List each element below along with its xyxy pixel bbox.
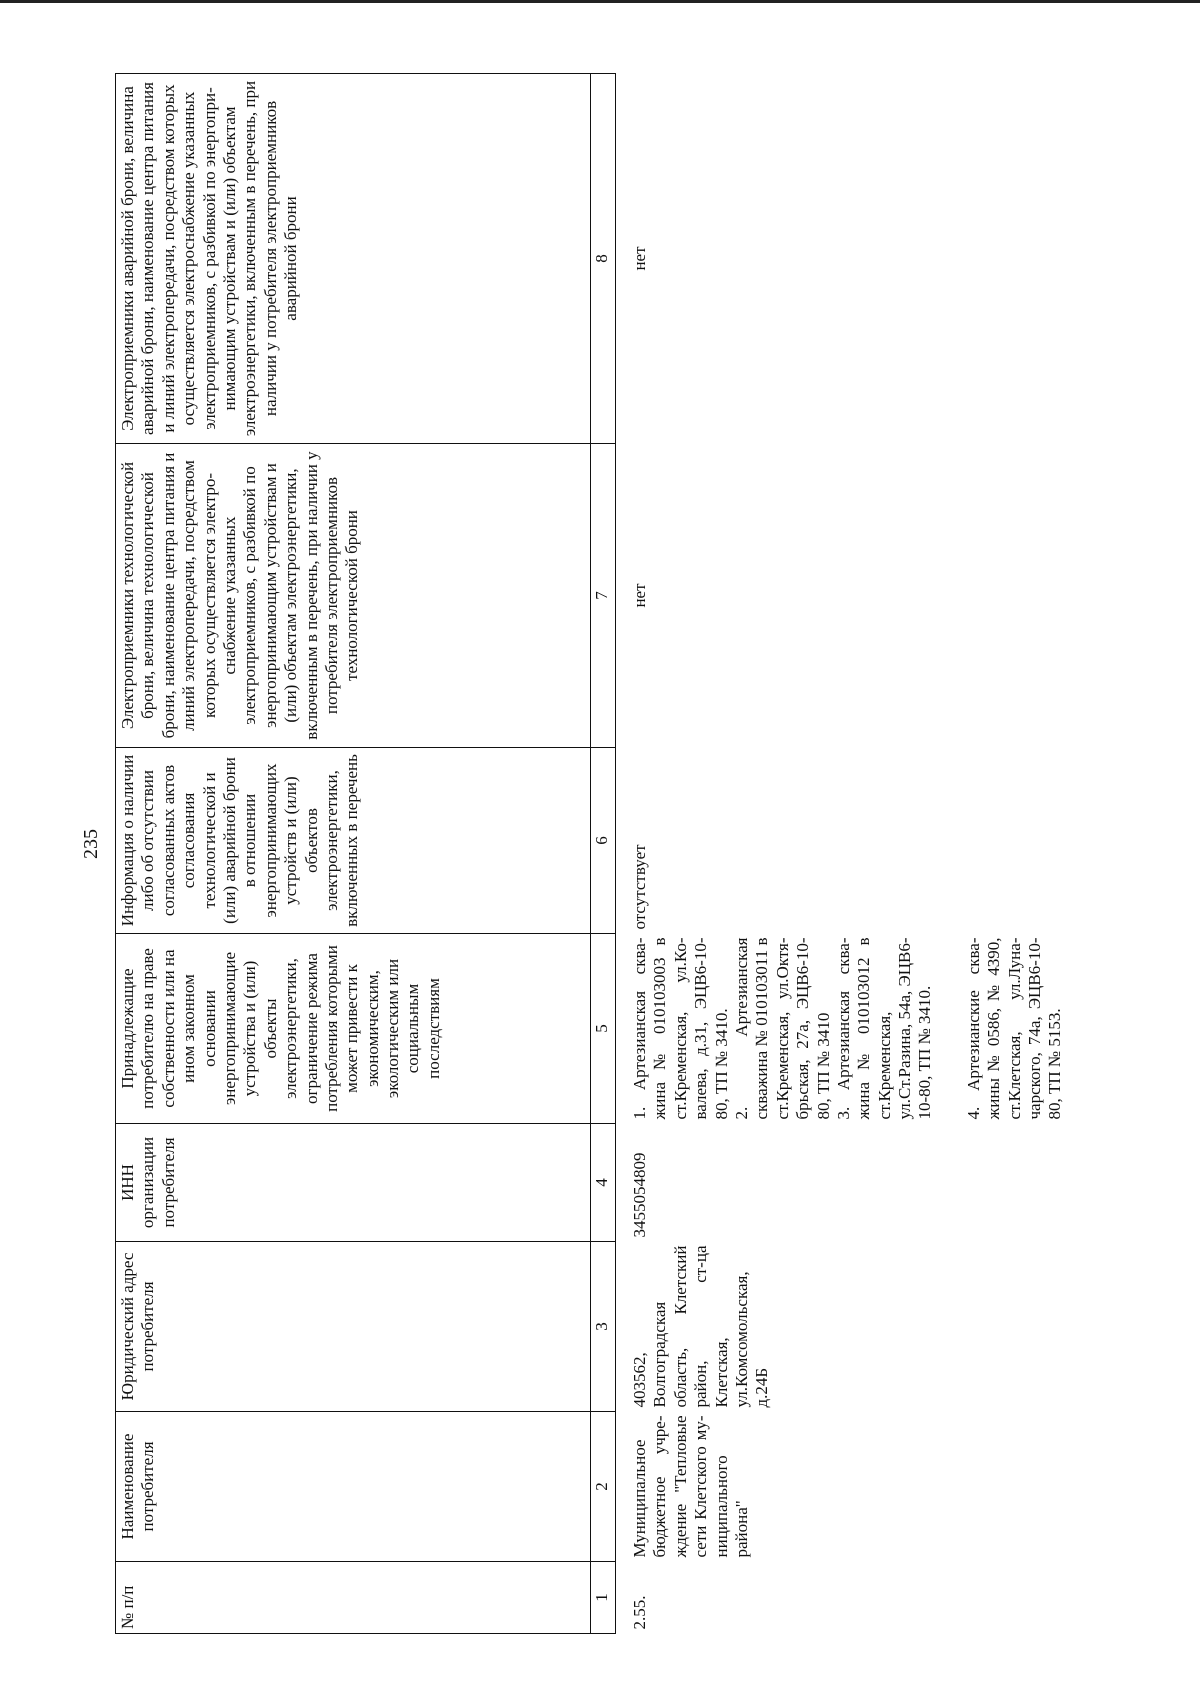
page-number: 235 xyxy=(80,829,102,859)
device-item: 3. Артезианская скважина № 010103012 в ст.Кременская, ул.Ст.Разина, 54а, ЭЦВ6-10-80, ТП № 3410. xyxy=(833,937,935,1120)
column-number: 4 xyxy=(591,1124,616,1242)
consumer-name: Муниципальное бюджетное учреждение "Тепловые сети Клетского муниципального района" xyxy=(630,1415,751,1558)
header-col-devices: Принадлежащие потребителю на праве собственности или на ином законном основании энергопринимающие устройства и (или) объекты электроэнергетики, ограничение режима потребления которыми может привести к экономическим, экологическим или социальным последствиям xyxy=(116,934,591,1124)
device-item: 2. Артезианская скважина № 010103011 в ст.Кременская, ул.Октябрьская, 27а, ЭЦВ6-10-80, ТП № 3410 xyxy=(731,937,833,1120)
header-col-address: Юридический адрес потребителя xyxy=(116,1242,591,1412)
header-row xyxy=(116,74,591,1634)
column-number: 8 xyxy=(591,74,616,444)
devices-cell xyxy=(616,934,1068,1124)
column-number-row xyxy=(591,74,616,1634)
header-col-number: № п/п xyxy=(116,1562,591,1634)
header-col-emergency-reserve: Электроприемники аварийной брони, величина аварийной брони, наименование центра питания и линий электропередачи, посредством которых осуществляется электроснабжение указанных электроприемников, с разбивкой по энергопринимающим устройствам и (или) объектам электроэнергетики, включенным в перечень, при наличии у потребителя электроприемников аварийной брони xyxy=(116,74,591,444)
header-col-tech-reserve: Электроприемники технологической брони, величина технологической брони, наименование центра питания и линий электропередачи, посредством которых осуществляется электроснабжение указанных электроприемников, с разбивкой по энергопринимающим устройствам и (или) объектам электроэнергетики, включенным в перечень, при наличии у потребителя электроприемников технологической брони xyxy=(116,444,591,748)
consumer-address: 403562, Волгоградская область, Клетский район, ст-ца Клетская, ул.Комсомольская, д.24Б xyxy=(630,1245,772,1408)
rotated-page xyxy=(80,64,1145,1634)
column-number: 7 xyxy=(591,444,616,748)
consumer-inn: 3455054809 xyxy=(630,1152,649,1238)
column-number: 1 xyxy=(591,1562,616,1634)
device-item: 1. Артезианская скважина № 010103003 в ст.Кременская, ул.Ковалева, д.31, ЭЦВ6-10-80, ТП № 3410. xyxy=(630,937,731,1120)
scan-top-edge xyxy=(0,0,1200,3)
consumer-table xyxy=(115,73,1068,1634)
row-number: 2.55. xyxy=(630,1595,649,1630)
tech-reserve-value: нет xyxy=(630,583,649,608)
header-col-inn: ИНН организации потребителя xyxy=(116,1124,591,1242)
device-item: 4. Артезианские скважины № 0586, № 4390, ст.Клетская, ул.Луначарского, 74а, ЭЦВ6-10-80, ТП № 5153. xyxy=(963,937,1065,1120)
emergency-reserve-value: нет xyxy=(630,246,649,271)
column-number: 3 xyxy=(591,1242,616,1412)
acts-status: отсутствует xyxy=(630,844,649,930)
column-number: 5 xyxy=(591,934,616,1124)
column-number: 2 xyxy=(591,1412,616,1562)
header-col-name: Наименование потребителя xyxy=(116,1412,591,1562)
header-col-acts: Информация о наличии либо об отсутствии согласованных актов согласования технологической и (или) аварийной брони в отношении энергопринимающих устройств и (или) объектов электроэнергетики, включенных в перечень xyxy=(116,748,591,934)
column-number: 6 xyxy=(591,748,616,934)
table-row xyxy=(616,74,1068,1634)
